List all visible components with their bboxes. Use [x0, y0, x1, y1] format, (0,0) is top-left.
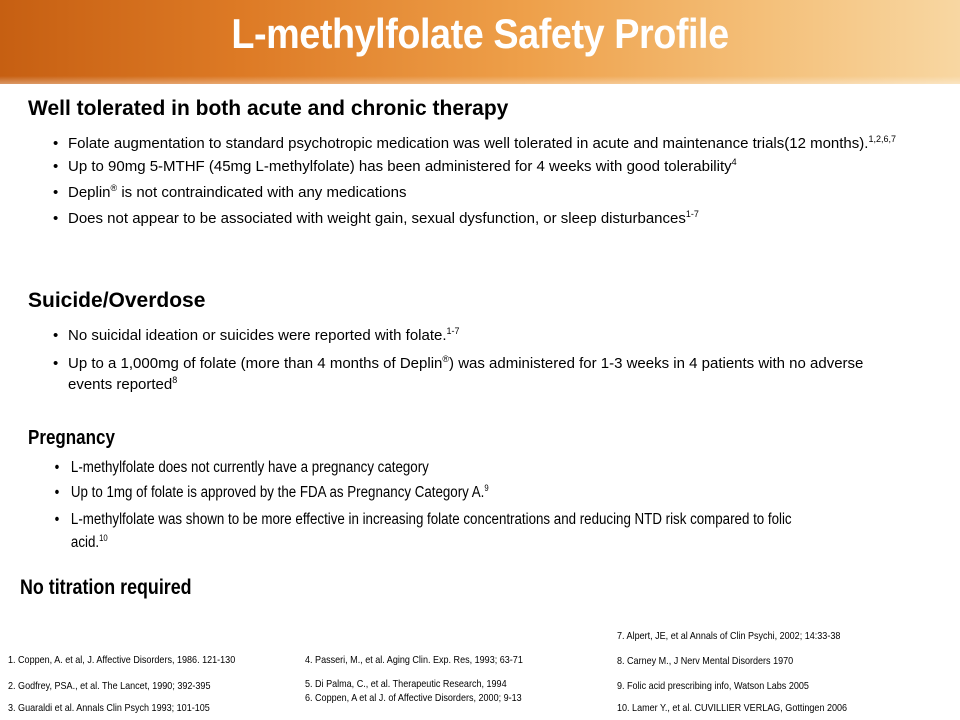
reference-item: 5. Di Palma, C., et al. Therapeutic Research, 1994	[305, 678, 507, 690]
list-item: • No suicidal ideation or suicides were reported with folate.$^{1-7}$	[50, 326, 905, 345]
list-item: • L-methylfolate does not currently have a pregnancy category	[52, 458, 826, 478]
list-item: • Up to a 1,000mg of folate (more than 4 months of Deplin®) was administered for 1-3 weeks in 4 patients with no adverse events reported$^8$	[50, 353, 905, 395]
reference-item: 8. Carney M., J Nerv Mental Disorders 1970	[617, 655, 794, 667]
tolerance-heading: Well tolerated in both acute and chronic therapy	[28, 97, 509, 120]
pregnancy-list	[52, 458, 826, 554]
titration-heading: No titration required	[20, 576, 192, 599]
reference-item: 3. Guaraldi et al. Annals Clin Psych 1993; 101-105	[8, 702, 210, 714]
pregnancy-heading: Pregnancy	[28, 427, 115, 449]
suicide-list	[50, 326, 905, 395]
list-item: • L-methylfolate was shown to be more effective in increasing folate concentrations and reducing NTD risk compared to folic acid.$^{10}$	[52, 508, 811, 554]
reference-item: 7. Alpert, JE, et al Annals of Clin Psychi, 2002; 14:33-38	[617, 630, 841, 642]
reference-item: 1. Coppen, A. et al, J. Affective Disorders, 1986. 121-130	[8, 654, 236, 666]
reference-item: 10. Lamer Y., et al. CUVILLIER VERLAG, Gottingen 2006	[617, 702, 848, 714]
list-item: • Folate augmentation to standard psychotropic medication was well tolerated in acute and maintenance trials(12 months).$^{1,2,6,7}$	[50, 134, 920, 153]
tolerance-list	[50, 134, 920, 228]
suicide-heading: Suicide/Overdose	[28, 289, 206, 312]
title-bar	[0, 0, 960, 84]
reference-item: 4. Passeri, M., et al. Aging Clin. Exp. Res, 1993; 63-71	[305, 654, 523, 666]
list-item: • Does not appear to be associated with weight gain, sexual dysfunction, or sleep disturbances$^{1-7}$	[50, 209, 920, 228]
reference-item: 2. Godfrey, PSA., et al. The Lancet, 1990; 392-395	[8, 680, 211, 692]
list-item: • Deplin® is not contraindicated with any medications	[50, 183, 920, 202]
reference-item: 6. Coppen, A et al J. of Affective Disorders, 2000; 9-13	[305, 692, 522, 704]
reference-item: 9. Folic acid prescribing info, Watson Labs 2005	[617, 680, 809, 692]
list-item: • Up to 1mg of folate is approved by the FDA as Pregnancy Category A.$^9$	[52, 483, 826, 503]
slide-title: L-methylfolate Safety Profile	[231, 10, 729, 57]
list-item: • Up to 90mg 5-MTHF (45mg L-methylfolate) has been administered for 4 weeks with good tolerability$^4$	[50, 157, 920, 176]
